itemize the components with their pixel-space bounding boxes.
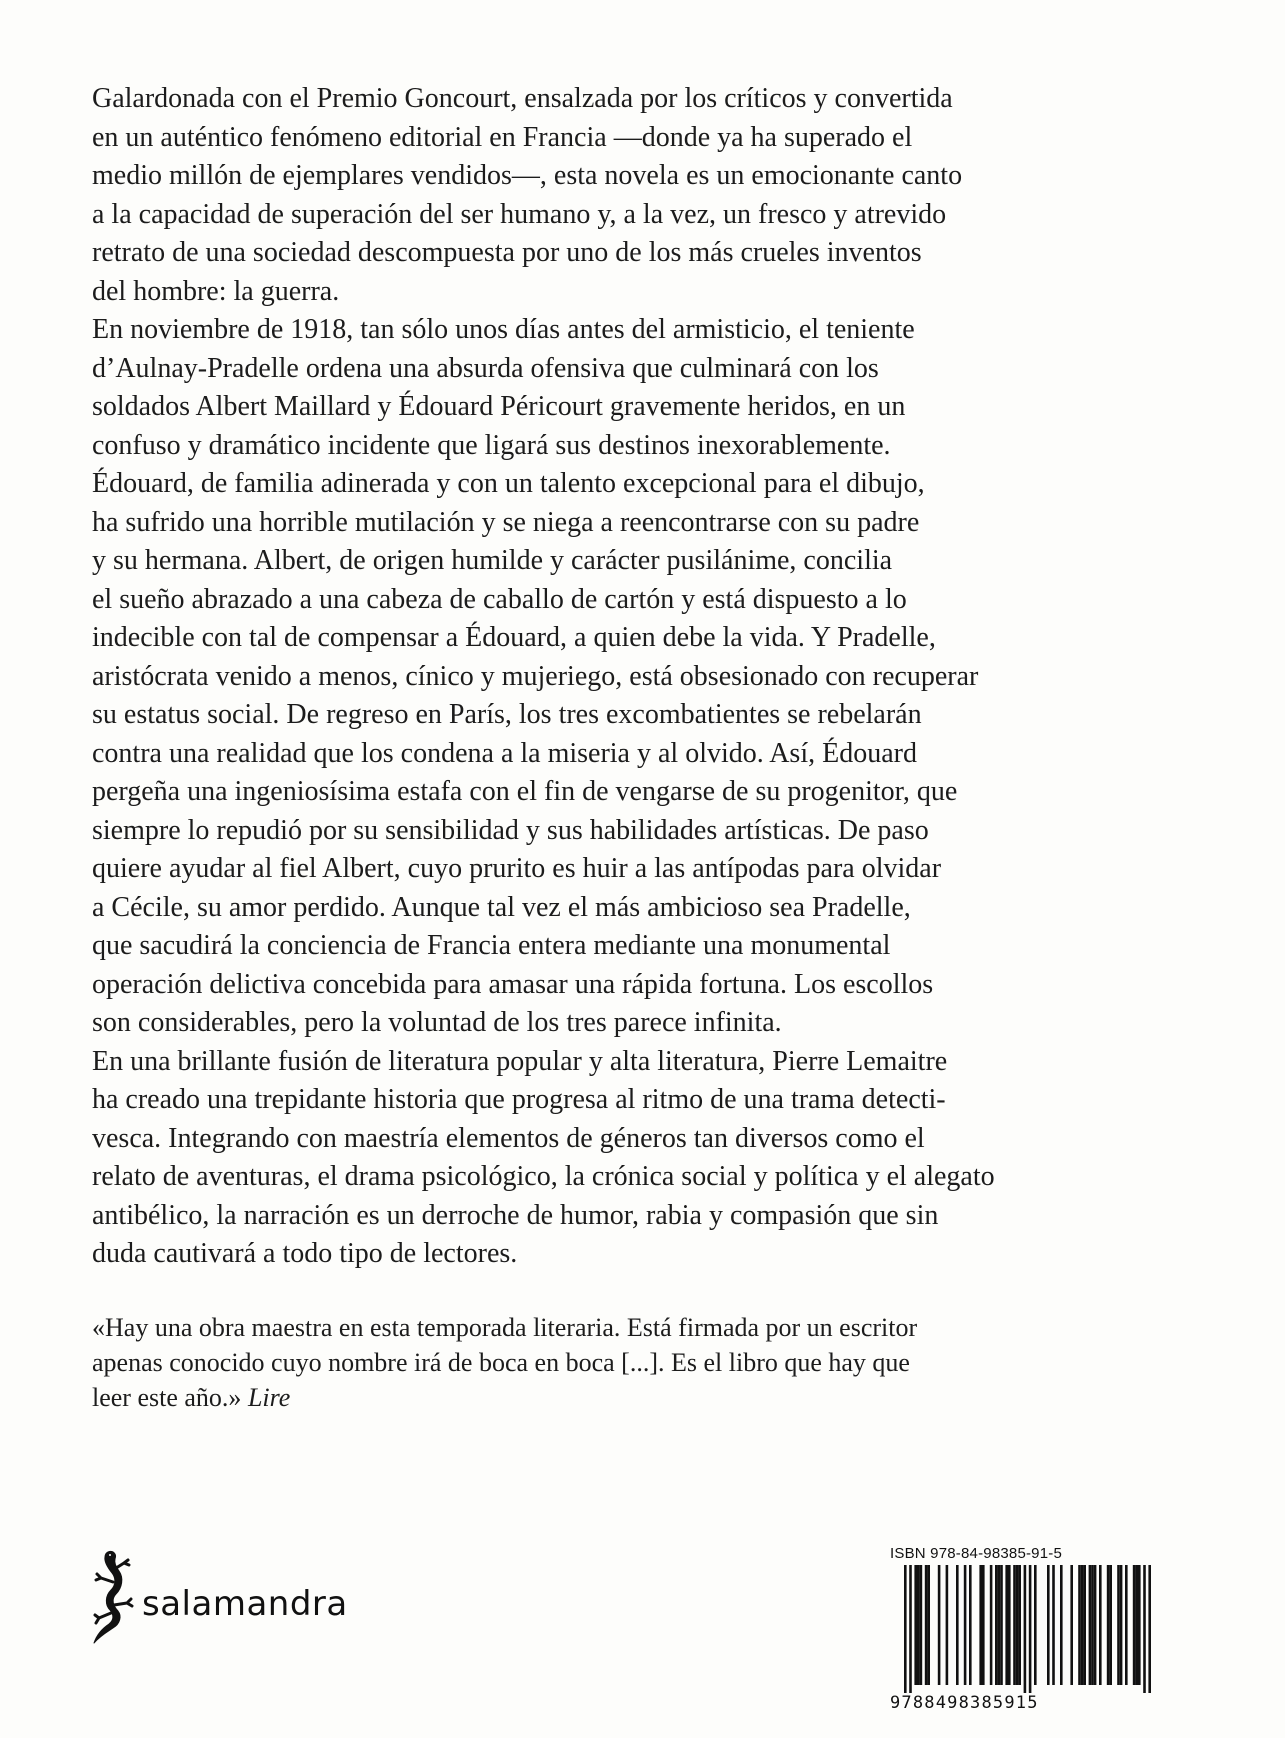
barcode-bar <box>920 1565 923 1685</box>
barcode-bar <box>998 1565 1001 1685</box>
synopsis-line: en un auténtico fenómeno editorial en Francia —donde ya ha superado el <box>92 121 913 153</box>
barcode-bar <box>904 1565 907 1693</box>
barcode-bar <box>1148 1565 1151 1693</box>
press-quote <box>92 1310 1092 1415</box>
barcode-bar <box>1029 1565 1032 1693</box>
synopsis-line: vesca. Integrando con maestría elementos de géneros tan diversos como el <box>92 1122 925 1154</box>
barcode-bar <box>995 1565 998 1685</box>
quote-line-last <box>92 1380 1092 1415</box>
barcode-bar <box>964 1565 967 1685</box>
barcode-bar <box>979 1565 982 1685</box>
synopsis-line: confuso y dramático incidente que ligará sus destinos inexorablemente. <box>92 429 891 461</box>
synopsis-line: operación delictiva concebida para amasar una rápida fortuna. Los escollos <box>92 968 934 1000</box>
synopsis-line: su estatus social. De regreso en París, los tres excombatientes se rebelarán <box>92 699 922 730</box>
barcode-bar <box>956 1565 959 1685</box>
barcode-bar <box>1013 1565 1016 1685</box>
synopsis-line: a la capacidad de superación del ser humano y, a la vez, un fresco y atrevido <box>92 198 947 230</box>
barcode-bar <box>938 1565 941 1685</box>
synopsis-line: En noviembre de 1918, tan sólo unos días antes del armisticio, el teniente <box>92 314 915 345</box>
barcode-bar <box>1081 1565 1084 1685</box>
barcode-bar <box>1052 1565 1055 1685</box>
barcode-bar <box>1133 1565 1136 1685</box>
barcode-bar <box>1008 1565 1011 1685</box>
synopsis-line: y su hermana. Albert, de origen humilde y carácter pusilánime, concilia <box>92 545 893 576</box>
barcode-bar <box>914 1565 917 1685</box>
barcode-bar <box>1000 1565 1003 1685</box>
synopsis-line: Galardonada con el Premio Goncourt, ensalzada por los críticos y convertida <box>92 83 953 114</box>
barcode-bar <box>1083 1565 1086 1685</box>
publisher-name: salamandra <box>142 1584 348 1624</box>
salamander-icon <box>86 1548 148 1648</box>
synopsis-line: retrato de una sociedad descompuesta por uno de los más crueles inventos <box>92 237 922 268</box>
barcode-bar <box>1091 1565 1094 1685</box>
synopsis-line: aristócrata venido a menos, cínico y mujeriego, está obsesionado con recuperar <box>92 660 979 692</box>
barcode-digits: 9788498385915 <box>890 1693 1039 1713</box>
barcode-bar <box>1120 1565 1123 1685</box>
quote-line: «Hay una obra maestra en esta temporada literaria. Está firmada por un escritor <box>92 1313 918 1342</box>
barcode-bar <box>990 1565 993 1685</box>
barcode-bar <box>1018 1565 1021 1685</box>
synopsis-line: siempre lo repudió por su sensibilidad y sus habilidades artísticas. De paso <box>92 814 929 846</box>
barcode-bars <box>890 1565 1165 1693</box>
barcode-bar <box>1107 1565 1110 1685</box>
synopsis-line: indecible con tal de compensar a Édouard, a quien debe la vida. Y Pradelle, <box>92 622 936 653</box>
synopsis-line: pergeña una ingeniosísima estafa con el fin de vengarse de su progenitor, que <box>92 776 958 807</box>
barcode-bar <box>925 1565 928 1685</box>
barcode-bar <box>946 1565 949 1685</box>
barcode-bar <box>1034 1565 1037 1685</box>
synopsis-line: duda cautivará a todo tipo de lectores. <box>92 1238 518 1269</box>
barcode-bar <box>1078 1565 1081 1685</box>
barcode-bar <box>1070 1565 1073 1685</box>
isbn-barcode <box>890 1545 1165 1715</box>
barcode-bar <box>1024 1565 1027 1693</box>
synopsis-line: son considerables, pero la voluntad de los tres parece infinita. <box>92 1007 782 1038</box>
synopsis-line: Édouard, de familia adinerada y con un talento excepcional para el dibujo, <box>92 468 925 499</box>
barcode-bar <box>1138 1565 1141 1685</box>
synopsis-line: del hombre: la guerra. <box>92 275 340 307</box>
barcode-bar <box>909 1565 912 1693</box>
synopsis-line: ha sufrido una horrible mutilación y se niega a reencontrarse con su padre <box>92 506 920 538</box>
barcode-bar <box>917 1565 920 1685</box>
barcode-bar <box>1094 1565 1097 1685</box>
synopsis-line: medio millón de ejemplares vendidos—, esta novela es un emocionante canto <box>92 160 963 191</box>
synopsis-line: contra una realidad que los condena a la miseria y al olvido. Así, Édouard <box>92 737 917 769</box>
barcode-bar <box>1125 1565 1128 1685</box>
synopsis-line: ha creado una trepidante historia que progresa al ritmo de una trama detecti- <box>92 1084 946 1115</box>
synopsis-line: el sueño abrazado a una cabeza de caballo de cartón y está dispuesto a lo <box>92 583 907 615</box>
synopsis-line: a Cécile, su amor perdido. Aunque tal vez el más ambicioso sea Pradelle, <box>92 891 911 923</box>
barcode-bar <box>1099 1565 1102 1685</box>
synopsis-text <box>92 80 1092 1274</box>
synopsis-line: que sacudirá la conciencia de Francia entera mediante una monumental <box>92 930 891 961</box>
barcode-bar <box>1117 1565 1120 1685</box>
barcode-bar <box>1047 1565 1050 1685</box>
synopsis-line: quiere ayudar al fiel Albert, cuyo prurito es huir a las antípodas para olvidar <box>92 853 942 884</box>
barcode-bar <box>1060 1565 1063 1685</box>
barcode-bar <box>927 1565 930 1685</box>
barcode-bar <box>1143 1565 1146 1693</box>
quote-last-text: leer este año.» <box>92 1383 242 1412</box>
publisher-logo <box>86 1548 386 1648</box>
synopsis-line: antibélico, la narración es un derroche de humor, rabia y compasión que sin <box>92 1199 939 1231</box>
synopsis-line: relato de aventuras, el drama psicológico, la crónica social y política y el alegato <box>92 1161 995 1192</box>
isbn-label: ISBN 978-84-98385-91-5 <box>890 1545 1063 1562</box>
barcode-bar <box>1005 1565 1008 1685</box>
barcode-bar <box>969 1565 972 1685</box>
synopsis-line: En una brillante fusión de literatura popular y alta literatura, Pierre Lemaitre <box>92 1045 948 1077</box>
barcode-bar <box>982 1565 985 1685</box>
barcode-bar <box>1109 1565 1112 1685</box>
barcode-bar <box>1089 1565 1092 1685</box>
quote-line: apenas conocido cuyo nombre irá de boca en boca [...]. Es el libro que hay que <box>92 1348 910 1377</box>
synopsis-line: d’Aulnay-Pradelle ordena una absurda ofensiva que culminará con los <box>92 352 879 384</box>
quote-source: Lire <box>247 1383 291 1412</box>
synopsis-line: soldados Albert Maillard y Édouard Péricourt gravemente heridos, en un <box>92 391 906 422</box>
barcode-bar <box>1135 1565 1138 1685</box>
barcode-bar <box>1016 1565 1019 1685</box>
